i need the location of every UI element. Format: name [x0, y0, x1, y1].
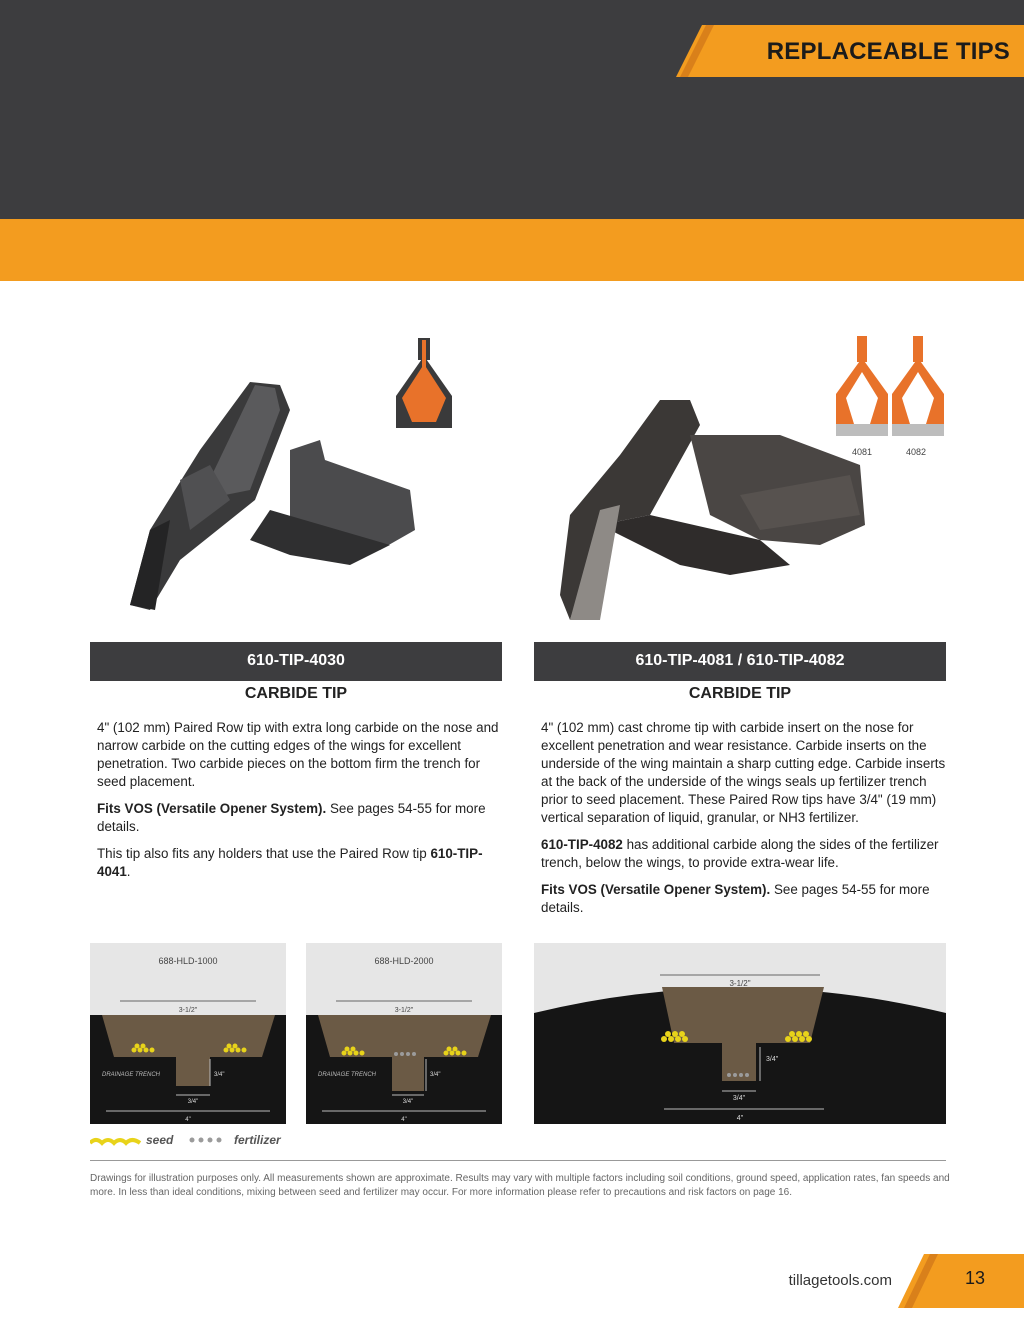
fitment-text: See pages 54-55 for more details.: [97, 801, 486, 834]
bottom-width-label: 4": [736, 1115, 744, 1122]
product-header-4081-4082: [534, 642, 946, 679]
fitment-paragraph: [97, 800, 502, 836]
legend-fertilizer-label: fertilizer: [234, 1133, 281, 1147]
fitment-paragraph: [541, 881, 946, 917]
compatible-part-number: 610-TIP-4041: [97, 846, 483, 879]
trench-width-label: 3/4": [187, 1099, 199, 1105]
description-paragraph: 4" (102 mm) cast chrome tip with carbide insert on the nose for excellent penetration and wear resistance. Carbide inserts on the underside of the wing maintain a sharp cutting edge. Carbide inserts at the back of the underside of the wings seals up fertilizer trench prior to seed placement. These Paired Row tips have 3/4" (19 mm) vertical separation of liquid, granular, or NH3 fertilizer.: [541, 720, 946, 825]
product-header-4030: [90, 642, 502, 679]
diagram-legend: [90, 1132, 310, 1148]
product-description-4081-4082: [541, 719, 946, 926]
top-width-label: 3-1/2": [178, 1007, 198, 1014]
diagram-label: 688-HLD-2000: [374, 956, 434, 966]
trench-diagram-4081-4082: [534, 943, 946, 1124]
fitment-bold: Fits VOS (Versatile Opener System).: [541, 882, 771, 897]
divider: [90, 1160, 946, 1161]
product-photo-610-tip-4081-4082: [560, 395, 870, 625]
product-subtitle: CARBIDE TIP: [534, 679, 946, 707]
legend-seed-label: seed: [146, 1133, 174, 1147]
compatibility-text: This tip also fits any holders that use the Paired Row tip: [97, 846, 431, 861]
inset-label-4082: 4082: [905, 447, 927, 457]
variant-text: has additional carbide along the sides of the fertilizer trench, below the wings, to provide extra-wear life.: [541, 837, 939, 870]
description-paragraph: 4" (102 mm) Paired Row tip with extra long carbide on the nose and narrow carbide on the cutting edges of the wings for excellent penetration. Two carbide pieces on the bottom firm the trench for seed placement.: [97, 720, 499, 789]
top-width-label: 3-1/2": [729, 979, 751, 988]
product-diagram-610-tip-4030: [392, 336, 456, 432]
product-description-4030: [97, 719, 502, 890]
trench-width-label: 3/4": [402, 1099, 414, 1105]
bottom-width-label: 4": [401, 1117, 407, 1123]
product-subtitle: CARBIDE TIP: [90, 679, 502, 707]
variant-part-number: 610-TIP-4082: [541, 837, 623, 852]
variant-paragraph: [541, 836, 946, 872]
compatibility-end: .: [126, 864, 131, 879]
part-number: 610-TIP-4030: [247, 652, 345, 669]
fitment-text: See pages 54-55 for more details.: [541, 882, 930, 915]
section-title: REPLACEABLE TIPS: [766, 38, 1010, 65]
inset-label-4081: 4081: [851, 447, 873, 457]
fertilizer-swatch-icon: [188, 1134, 228, 1146]
depth-label: 3/4": [430, 1072, 441, 1078]
trench-diagram-688-hld-2000: [306, 943, 502, 1124]
page-number: 13: [964, 1268, 986, 1288]
seed-swatch-icon: [90, 1134, 142, 1146]
compatibility-paragraph: [97, 845, 502, 881]
depth-label: 3/4": [766, 1056, 779, 1063]
product-photo-610-tip-4030: [120, 330, 420, 620]
trench-diagram-688-hld-1000: [90, 943, 286, 1124]
trench-width-label: 3/4": [732, 1095, 746, 1102]
disclaimer: Drawings for illustration purposes only. All measurements shown are approximate. Results may vary with multiple factors including soil conditions, ground speed, application rates, fan speeds and more. In less than ideal conditions, mixing between seed and fertilizer may occur. For more information please refer to precautions and risk factors on page 16.: [90, 1173, 950, 1198]
fitment-bold: Fits VOS (Versatile Opener System).: [97, 801, 327, 816]
product-inset-4081-4082: [834, 332, 948, 442]
depth-label: 3/4": [214, 1072, 225, 1078]
diagram-label: 688-HLD-1000: [158, 956, 218, 966]
top-width-label: 3-1/2": [394, 1007, 414, 1014]
bottom-width-label: 4": [185, 1117, 191, 1123]
accent-band: [0, 219, 1024, 281]
part-number: 610-TIP-4081 / 610-TIP-4082: [635, 652, 845, 669]
drainage-label: DRAINAGE TRENCH: [318, 1072, 377, 1078]
website-link[interactable]: tillagetools.com: [788, 1272, 892, 1289]
drainage-label: DRAINAGE TRENCH: [102, 1072, 161, 1078]
